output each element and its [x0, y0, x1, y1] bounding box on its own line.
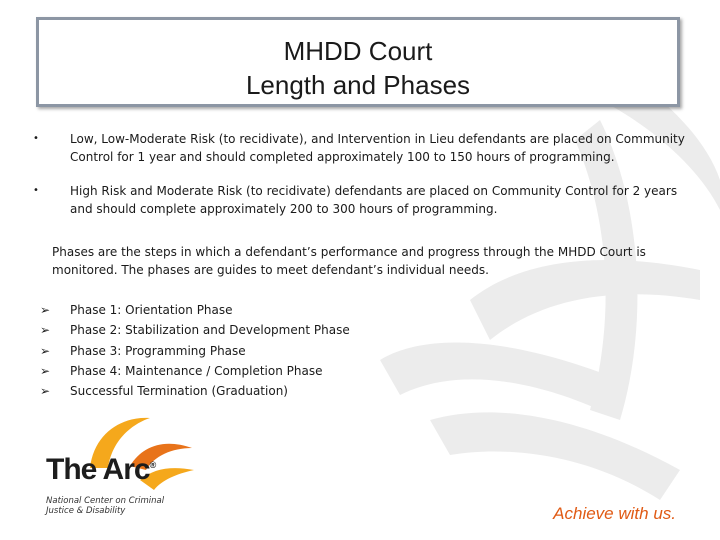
arrow-bullet-icon: ➢: [40, 343, 51, 358]
list-item: [30, 130, 695, 166]
title-line-1: MHDD Court: [283, 36, 433, 66]
arrow-bullet-icon: ➢: [40, 303, 51, 317]
list-item: [40, 341, 350, 361]
list-item: [40, 300, 350, 320]
title-line-2: Length and Phases: [245, 70, 471, 100]
phase-label: Phase 2: Stabilization and Development Phase: [70, 323, 350, 338]
phase-list: [40, 300, 350, 401]
list-item: [30, 182, 695, 218]
slide-title-box: [36, 17, 680, 107]
arrow-bullet-icon: ➢: [40, 384, 51, 399]
phase-label: Phase 1: Orientation Phase: [70, 303, 233, 317]
phase-label: Phase 3: Programming Phase: [70, 343, 246, 358]
bullet-marker: •: [33, 185, 39, 196]
tagline: Achieve with us.: [553, 504, 676, 523]
list-item: [40, 361, 350, 381]
list-item: [40, 320, 350, 340]
arrow-bullet-icon: ➢: [40, 363, 51, 378]
phases-intro-paragraph: Phases are the steps in which a defendant’s performance and progress through the MHDD Court is monitored. The phases are guides to meet defendant’s individual needs.: [52, 245, 646, 277]
phase-label: Successful Termination (Graduation): [70, 384, 288, 399]
logo-wordmark: The Arc®: [46, 453, 156, 486]
bullet-text: High Risk and Moderate Risk (to recidivate) defendants are placed on Community Control for 2 years and should complete approximately 200 to 300 hours of programming.: [70, 184, 678, 216]
list-item: [40, 381, 350, 401]
bullet-text: Low, Low-Moderate Risk (to recidivate), and Intervention in Lieu defendants are placed on Community Control for 1 year and should completed approximately 100 to 150 hours of programming.: [70, 132, 685, 164]
arrow-bullet-icon: ➢: [40, 323, 51, 338]
logo-subtitle: National Center on Criminal Justice & Disability: [46, 496, 165, 516]
bullet-marker: •: [33, 133, 39, 144]
phase-label: Phase 4: Maintenance / Completion Phase: [70, 363, 323, 378]
risk-bullet-list: [30, 130, 695, 234]
